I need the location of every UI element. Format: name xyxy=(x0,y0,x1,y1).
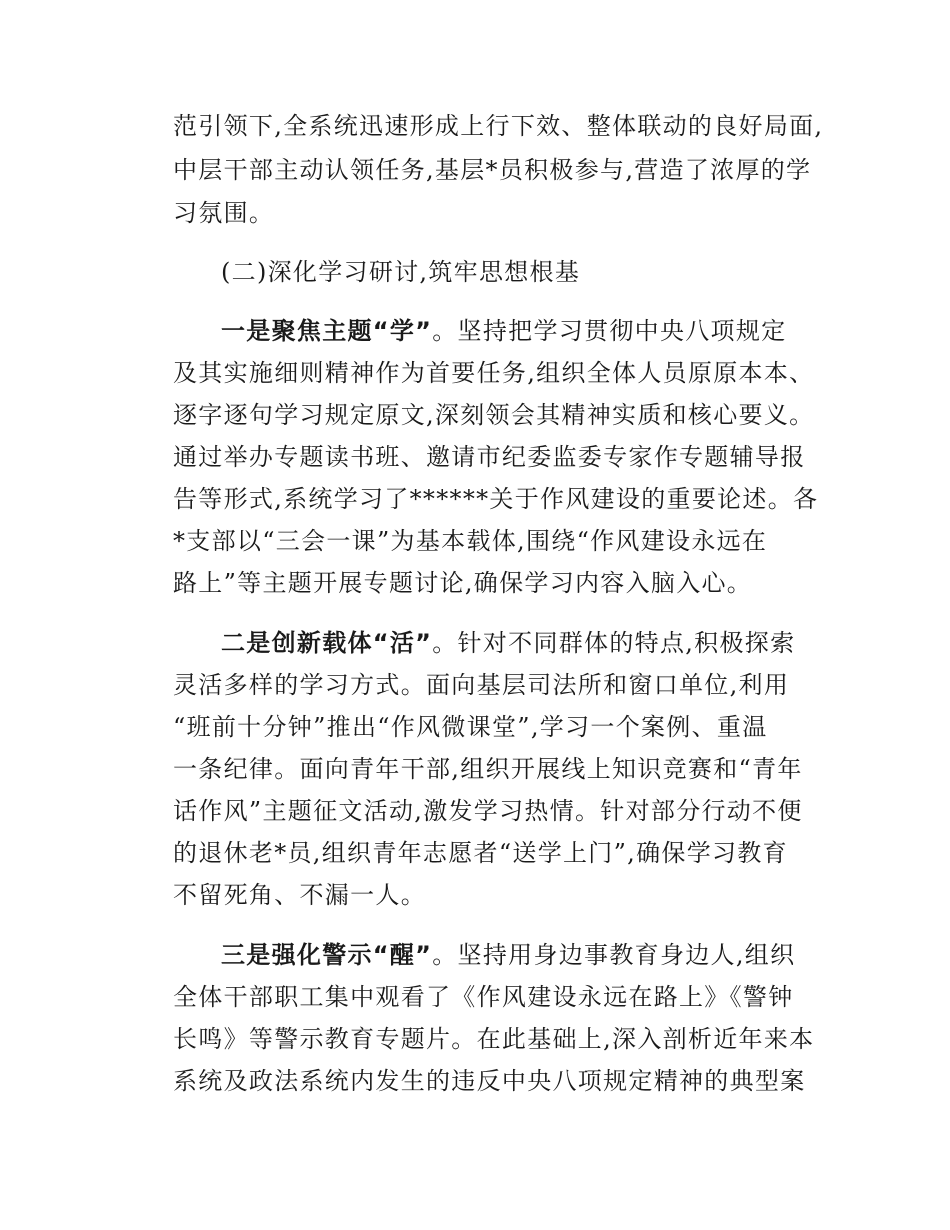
paragraph-4-line-3: 长鸣》等警示教育专题片。在此基础上,深入剖析近年来本 xyxy=(173,1025,815,1053)
paragraph-3-line-7: 不留死角、不漏一人。 xyxy=(173,881,426,909)
paragraph-1-line-2: 中层干部主动认领任务,基层*员积极参与,营造了浓厚的学 xyxy=(173,156,812,184)
section-heading: (二)深化学习研讨,筑牢思想根基 xyxy=(221,258,581,286)
paragraph-2-line-3: 逐字逐句学习规定原文,深刻领会其精神实质和核心要义。 xyxy=(173,401,815,429)
paragraph-3-line-4: 一条纪律。面向青年干部,组织开展线上知识竞赛和“青年 xyxy=(173,755,803,783)
paragraph-4-first-rest: 。坚持用身边事教育身边人,组织 xyxy=(432,941,796,969)
paragraph-2-line-2: 及其实施细则精神作为首要任务,组织全体人员原原本本、 xyxy=(173,359,815,387)
paragraph-3-line-1 xyxy=(221,623,861,663)
paragraph-2-line-1 xyxy=(221,311,861,351)
paragraph-2-line-7: 路上”等主题开展专题讨论,确保学习内容入脑入心。 xyxy=(173,569,753,597)
paragraph-4-line-2: 全体干部职工集中观看了《作风建设永远在路上》《警钟 xyxy=(173,983,794,1011)
paragraph-2-line-4: 通过举办专题读书班、邀请市纪委监委专家作专题辅导报 xyxy=(173,443,806,471)
paragraph-1-line-1: 范引领下,全系统迅速形成上行下效、整体联动的良好局面, xyxy=(173,112,824,140)
paragraph-2-first-rest: 。坚持把学习贯彻中央八项规定 xyxy=(432,317,787,345)
paragraph-4-line-1 xyxy=(221,935,861,975)
paragraph-3-lead: 二是创新载体“活” xyxy=(221,629,433,657)
paragraph-4-line-4: 系统及政法系统内发生的违反中央八项规定精神的典型案 xyxy=(173,1067,806,1095)
paragraph-3-line-2: 灵活多样的学习方式。面向基层司法所和窗口单位,利用 xyxy=(173,671,790,699)
paragraph-2-line-6: *支部以“三会一课”为基本载体,围绕“作风建设永远在 xyxy=(173,527,768,555)
paragraph-3-line-6: 的退休老*员,组织青年志愿者“送学上门”,确保学习教育 xyxy=(173,839,788,867)
paragraph-4-lead: 三是强化警示“醒” xyxy=(221,941,433,969)
paragraph-1-line-3: 习氛围。 xyxy=(173,199,275,227)
paragraph-2-lead: 一是聚焦主题“学” xyxy=(221,317,433,345)
paragraph-3-first-rest: 。针对不同群体的特点,积极探索 xyxy=(432,629,796,657)
paragraph-3-line-3: “班前十分钟”推出“作风微课堂”,学习一个案例、重温 xyxy=(173,713,768,741)
paragraph-2-line-5: 告等形式,系统学习了******关于作风建设的重要论述。各 xyxy=(173,485,819,513)
paragraph-3-line-5: 话作风”主题征文活动,激发学习热情。针对部分行动不便 xyxy=(173,797,803,825)
